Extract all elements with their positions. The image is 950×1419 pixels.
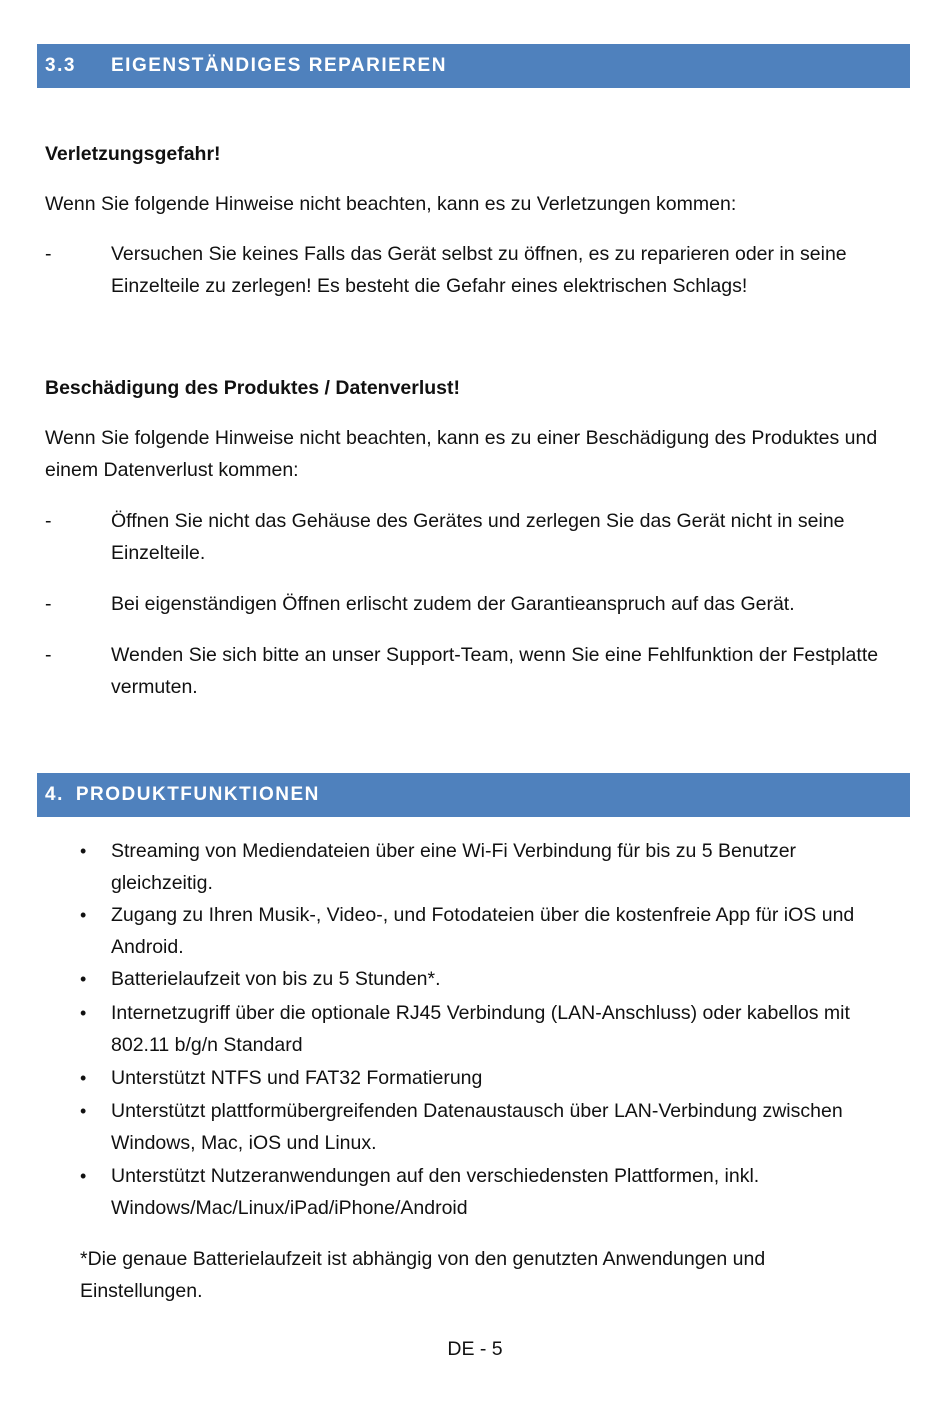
- list-marker: -: [45, 510, 52, 532]
- section-header-4: [37, 773, 910, 817]
- list-marker: -: [45, 593, 52, 615]
- bullet-icon: •: [80, 1166, 87, 1186]
- feature-item: Unterstützt plattformübergreifenden Datenaustausch über LAN-Verbindung zwischen Windows, Mac, iOS und Linux.: [111, 1100, 843, 1154]
- section-header-3-3: [37, 44, 910, 88]
- warning-heading-injury: Verletzungsgefahr!: [45, 143, 221, 165]
- bullet-icon: •: [80, 841, 87, 861]
- warning-intro-damage: Wenn Sie folgende Hinweise nicht beachten, kann es zu einer Beschädigung des Produktes und einem Datenverlust kommen:: [45, 427, 878, 481]
- section-number: 4.: [45, 784, 64, 805]
- bullet-icon: •: [80, 969, 87, 989]
- feature-item: Unterstützt Nutzeranwendungen auf den verschiedensten Plattformen, inkl. Windows/Mac/Linux/iPad/iPhone/Android: [111, 1165, 760, 1219]
- bullet-icon: •: [80, 1101, 87, 1121]
- list-marker: -: [45, 243, 52, 265]
- warning-heading-damage: Beschädigung des Produktes / Datenverlust!: [45, 377, 461, 399]
- footnote: *Die genaue Batterielaufzeit ist abhängig von den genutzten Anwendungen und Einstellungen.: [80, 1248, 766, 1302]
- list-item: Bei eigenständigen Öffnen erlischt zudem der Garantieanspruch auf das Gerät.: [111, 593, 795, 615]
- feature-item: Batterielaufzeit von bis zu 5 Stunden*.: [111, 968, 441, 990]
- feature-item: Internetzugriff über die optionale RJ45 Verbindung (LAN-Anschluss) oder kabellos mit 802.11 b/g/n Standard: [111, 1002, 850, 1056]
- section-number: 3.3: [45, 55, 76, 76]
- section-title: EIGENSTÄNDIGES REPARIEREN: [111, 55, 447, 76]
- feature-item: Streaming von Mediendateien über eine Wi-Fi Verbindung für bis zu 5 Benutzer gleichzeitig.: [111, 840, 797, 894]
- list-item: Versuchen Sie keines Falls das Gerät selbst zu öffnen, es zu reparieren oder in seine Einzelteile zu zerlegen! Es besteht die Gefahr eines elektrischen Schlags!: [111, 243, 847, 297]
- list-marker: -: [45, 644, 52, 666]
- feature-item: Unterstützt NTFS und FAT32 Formatierung: [111, 1067, 483, 1089]
- page-number: DE - 5: [447, 1338, 503, 1360]
- bullet-icon: •: [80, 1003, 87, 1023]
- section-title: PRODUKTFUNKTIONEN: [75, 784, 320, 805]
- warning-intro-injury: Wenn Sie folgende Hinweise nicht beachten, kann es zu Verletzungen kommen:: [45, 193, 737, 215]
- feature-item: Zugang zu Ihren Musik-, Video-, und Fotodateien über die kostenfreie App für iOS und Android.: [111, 904, 855, 958]
- bullet-icon: •: [80, 1068, 87, 1088]
- list-item: Wenden Sie sich bitte an unser Support-Team, wenn Sie eine Fehlfunktion der Festplatte vermuten.: [111, 644, 879, 698]
- list-item: Öffnen Sie nicht das Gehäuse des Gerätes und zerlegen Sie das Gerät nicht in seine Einzelteile.: [111, 510, 845, 564]
- bullet-icon: •: [80, 905, 87, 925]
